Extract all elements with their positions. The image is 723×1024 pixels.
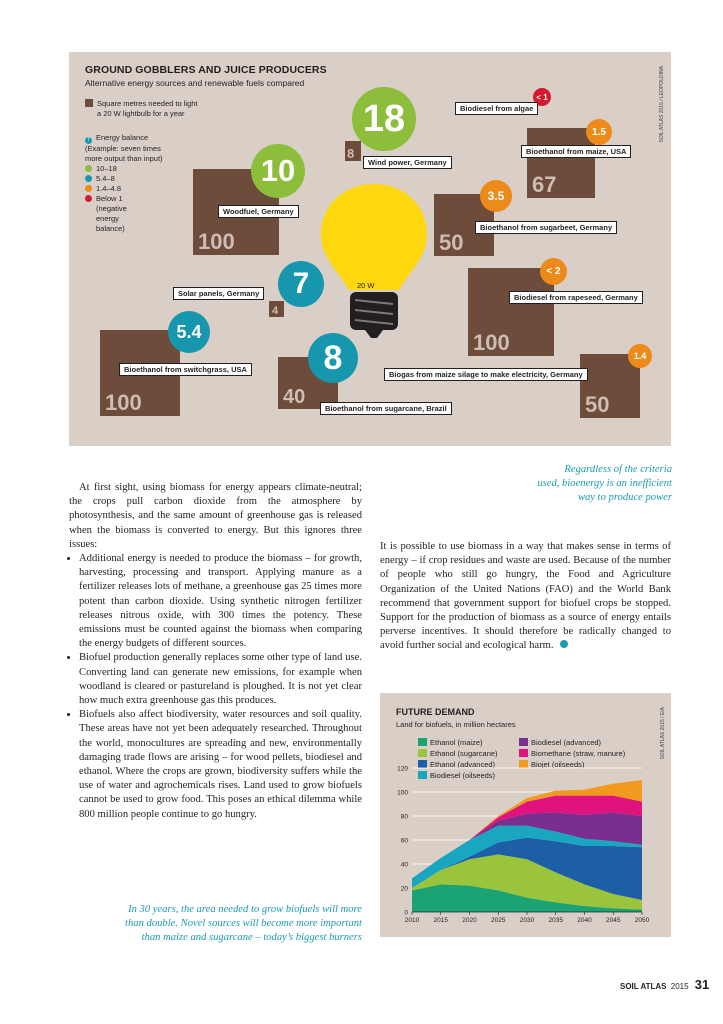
list-item: • Biofuels also affect biodiversity, water resources and soil quality. These areas have not yet been adequately researched. Throughout the world, monocultures are spreading and new, environmentally damaging trade flows are arising – for wood pellets, biodiesel and ethanol. Where the crops are grown, biodiversity suffers while the use of water and agrochemicals rises. Land used to grow biofuels cannot be used to grow food. This poses an ethical dilemma while 800 million people continue to go hungry. (79, 708, 362, 822)
area-square: 100 (468, 268, 554, 356)
legend-range-1: 5.4–8 (85, 174, 197, 184)
range-dot (85, 195, 92, 202)
bulb-wattage: 20 W (357, 281, 375, 290)
y-tick-label: 80 (400, 813, 408, 821)
legend-balance (85, 133, 197, 144)
chart-subtitle: Land for biofuels, in million hectares (396, 720, 516, 729)
chart-title: FUTURE DEMAND (396, 707, 475, 717)
balance-example-icon: 7 (86, 137, 91, 143)
item-label: Wind power, Germany (363, 156, 452, 169)
item-label: Biodiesel from algae (455, 102, 538, 115)
balance-circle: 8 (308, 333, 358, 383)
legend-item: Biodiesel (advanced) (519, 738, 601, 747)
x-tick-label: 2045 (606, 917, 621, 924)
legend-item: Biomethane (straw, manure) (519, 749, 625, 758)
legend-square-text: Square metres needed to light (97, 99, 198, 108)
x-tick-label: 2040 (577, 917, 592, 924)
issues-list (69, 552, 362, 822)
item-label: Biogas from maize silage to make electricity, Germany (384, 368, 588, 381)
area-square: 100 (100, 330, 180, 416)
area-square: 50 (434, 194, 494, 256)
x-tick-label: 2035 (548, 917, 563, 924)
square-swatch (85, 99, 93, 107)
page-number: 31 (694, 977, 710, 992)
legend-item: Ethanol (sugarcane) (418, 749, 498, 758)
legend (85, 99, 197, 234)
legend-item: Biojet (oilseeds) (519, 760, 584, 769)
item-label: Bioethanol from sugarcane, Brazil (320, 402, 452, 415)
y-tick-label: 60 (400, 837, 408, 845)
balance-circle: 5.4 (168, 311, 210, 353)
y-tick-label: 0 (404, 909, 408, 917)
legend-item: Biodiesel (oilseeds) (418, 771, 495, 780)
list-item: • Additional energy is needed to produce the biomass – for growth, harvesting, processing and transport. Applying manure as a fertilizer releases lots of methane, a greenhouse gas 25 times more potent than carbon dioxide. Using synthetic nitrogen fertilizer releases nitrous oxide, with 300 times the potency. These emissions must be counted against the biomass when comparing the energy budgets of different sources. (79, 552, 362, 651)
y-tick-label: 40 (400, 861, 408, 869)
legend-note-1: (negative (96, 204, 127, 213)
range-dot (85, 175, 92, 182)
area-square: 100 (193, 169, 279, 255)
x-tick-label: 2050 (634, 917, 650, 924)
x-tick-label: 2020 (462, 917, 477, 924)
future-demand-chart (380, 693, 671, 937)
list-item: • Biofuel production generally replaces some other type of land use. Converting land can generate new emissions, for example when woodland is cleared or pastureland is ploughed. It is not yet clear how much extra greenhouse gas this produces. (79, 651, 362, 708)
conclusion-paragraph: It is possible to use biomass in a way that makes sense in terms of energy – if crop residues and waste are used. Because of the number of people who still go hungry, the Food and Agriculture Organization of the United Nations (FAO) and the World Bank recommend that government support for biofuel crops be stopped. Support for the production of biomass as a source of energy entails perverse incentives. It should therefore be radically changed to avoid further social and ecological harm. (380, 541, 671, 652)
balance-circle: < 2 (540, 258, 567, 285)
area-square: 67 (527, 128, 595, 198)
balance-circle: 3.5 (480, 180, 512, 212)
legend-note-2: energy (96, 214, 119, 223)
caption-bottom: In 30 years, the area needed to grow biofuels will more than double. Novel sources will become more important than maize and sugarcane – today’s biggest burners (125, 904, 362, 943)
infographic-title: GROUND GOBBLERS AND JUICE PRODUCERS (85, 64, 327, 76)
legend-balance-line2: (Example: seven times (85, 144, 161, 153)
legend-range-0: 10–18 (85, 164, 197, 174)
page-footer (620, 977, 709, 992)
balance-circle: 18 (352, 87, 416, 151)
balance-circle: 1.5 (586, 119, 612, 145)
item-label: Biodiesel from rapeseed, Germany (509, 291, 643, 304)
range-dot (85, 165, 92, 172)
legend-square-text-2: a 20 W lightbulb for a year (97, 109, 185, 118)
y-tick-label: 20 (400, 885, 408, 893)
legend-item: Ethanol (maize) (418, 738, 483, 747)
x-tick-label: 2030 (519, 917, 535, 924)
lightbulb-icon (319, 182, 429, 342)
caption-top: Regardless of the criteria used, bioenergy is an inefficient way to produce power (537, 464, 672, 503)
publication-year: 2015 (670, 982, 689, 991)
infographic-subtitle: Alternative energy sources and renewable fuels compared (85, 78, 305, 88)
infographic-credit: SOIL ATLAS 2015 / LEOPOLDINA (659, 66, 665, 143)
range-dot (85, 185, 92, 192)
area-square: 50 (580, 354, 640, 418)
energy-infographic (69, 52, 671, 446)
area-square: 4 (269, 301, 284, 317)
legend-item: Ethanol (advanced) (418, 760, 495, 769)
article-column-1 (69, 481, 362, 822)
legend-balance-title: Energy balance (96, 133, 149, 142)
chart-plot (380, 693, 671, 937)
item-label: Bioethanol from sugarbeet, Germany (475, 221, 617, 234)
area-square: 40 (278, 357, 338, 409)
item-label: Solar panels, Germany (173, 287, 264, 300)
y-tick-label: 100 (397, 789, 408, 797)
x-tick-label: 2015 (433, 917, 448, 924)
legend-range-2: 1.4–4.8 (85, 184, 197, 194)
legend-square (85, 99, 197, 109)
item-label: Woodfuel, Germany (218, 205, 299, 218)
article-column-2 (380, 540, 671, 654)
balance-circle: < 1 (533, 88, 551, 106)
x-tick-label: 2010 (404, 917, 420, 924)
balance-circle: 7 (278, 261, 324, 307)
x-tick-label: 2025 (491, 917, 506, 924)
chart-credit: SOIL ATLAS 2015 / EIA (660, 707, 666, 760)
area-square: 8 (345, 141, 361, 161)
balance-circle: 1.4 (628, 344, 652, 368)
legend-note-3: balance) (96, 224, 125, 233)
balance-circle: 10 (251, 144, 305, 198)
intro-paragraph: At first sight, using biomass for energy appears climate-neutral; the crops pull carbon dioxide from the atmosphere by photosynthesis, and the same amount of greenhouse gas is released when the biomass is converted to energy. But this ignores three issues: (69, 482, 362, 550)
legend-balance-line3: more output than input) (85, 154, 163, 163)
end-mark-icon (560, 640, 568, 648)
item-label: Bioethanol from switchgrass, USA (119, 363, 252, 376)
publication-name: SOIL ATLAS (620, 982, 667, 991)
item-label: Bioethanol from maize, USA (521, 145, 631, 158)
y-tick-label: 120 (397, 765, 408, 773)
legend-range-3: Below 1 (85, 194, 197, 204)
